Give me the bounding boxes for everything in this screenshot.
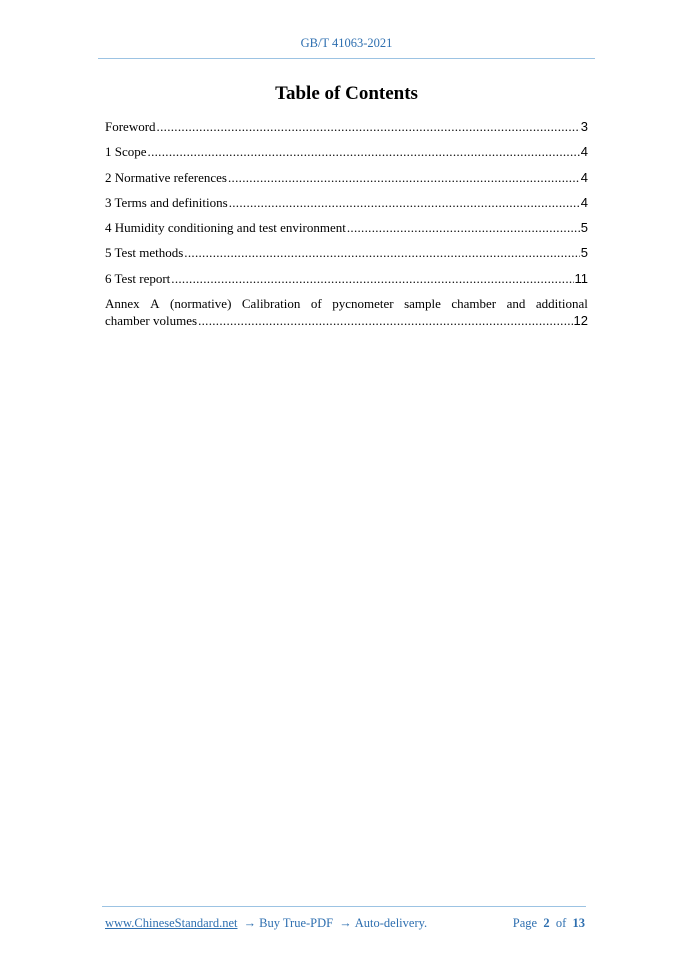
annex-word: Annex <box>105 296 140 312</box>
total-pages: 13 <box>572 916 585 930</box>
toc-entry-label: Foreword <box>105 119 156 134</box>
annex-word: and <box>506 296 526 312</box>
arrow-right-icon: → <box>339 916 352 930</box>
toc-entry-terms-and-definitions[interactable] <box>105 194 588 219</box>
toc-entry-scope[interactable] <box>105 143 588 168</box>
toc-entry-page: 4 <box>580 194 588 210</box>
toc-entry-foreword[interactable] <box>105 118 588 143</box>
running-header: GB/T 41063-2021 <box>300 36 393 50</box>
table-of-contents <box>105 118 588 329</box>
toc-entry-page: 4 <box>580 169 588 185</box>
toc-leader-dots <box>347 219 580 236</box>
toc-entry-page: 12 <box>573 313 588 329</box>
current-page: 2 <box>543 916 550 930</box>
toc-entry-label: 6 Test report <box>105 270 171 286</box>
auto-delivery-text: Auto-delivery. <box>354 916 428 930</box>
toc-leader-dots <box>148 143 580 160</box>
toc-leader-dots <box>229 194 580 211</box>
toc-entry-label: chamber volumes <box>105 313 198 329</box>
arrow-right-icon: → <box>243 916 257 930</box>
toc-leader-dots <box>157 118 580 135</box>
toc-leader-dots <box>228 169 580 186</box>
toc-leader-dots <box>184 244 579 261</box>
annex-word: A <box>150 296 160 312</box>
toc-entry-page: 5 <box>580 245 588 261</box>
annex-word: Calibration <box>241 296 301 312</box>
buy-true-pdf-text: Buy True-PDF <box>259 916 334 930</box>
toc-entry-annex-a[interactable] <box>105 295 588 329</box>
annex-title-line <box>105 295 588 312</box>
header-divider <box>98 58 595 59</box>
toc-entry-test-methods[interactable] <box>105 244 588 269</box>
toc-entry-label: 5 Test methods <box>105 245 184 261</box>
of-word: of <box>555 916 567 930</box>
annex-word: (normative) <box>170 296 232 312</box>
toc-entry-label: 2 Normative references <box>105 169 227 185</box>
website-link[interactable]: www.ChineseStandard.net <box>105 916 238 930</box>
page-footer <box>105 916 585 931</box>
annex-word: pycnometer <box>332 296 394 312</box>
annex-word: chamber <box>451 296 497 312</box>
annex-continuation-line <box>105 312 588 329</box>
annex-word: additional <box>535 296 588 312</box>
footer-divider <box>102 906 586 907</box>
toc-leader-dots <box>171 270 573 287</box>
toc-entry-page: 11 <box>574 270 588 286</box>
footer-promo <box>105 916 427 931</box>
page-number <box>513 916 585 931</box>
toc-entry-page: 5 <box>580 220 588 236</box>
toc-entry-page: 4 <box>580 144 588 160</box>
toc-entry-test-report[interactable] <box>105 270 588 295</box>
page-title: Table of Contents <box>275 83 418 104</box>
toc-entry-page: 3 <box>580 119 588 134</box>
page-word: Page <box>512 916 538 930</box>
toc-entry-label: 3 Terms and definitions <box>105 194 228 210</box>
annex-word: of <box>310 296 322 312</box>
annex-word: sample <box>404 296 441 312</box>
toc-leader-dots <box>198 312 572 329</box>
toc-entry-label: 4 Humidity conditioning and test environment <box>105 220 346 236</box>
toc-entry-humidity-conditioning[interactable] <box>105 219 588 244</box>
toc-entry-normative-references[interactable] <box>105 169 588 194</box>
toc-entry-label: 1 Scope <box>105 144 147 160</box>
